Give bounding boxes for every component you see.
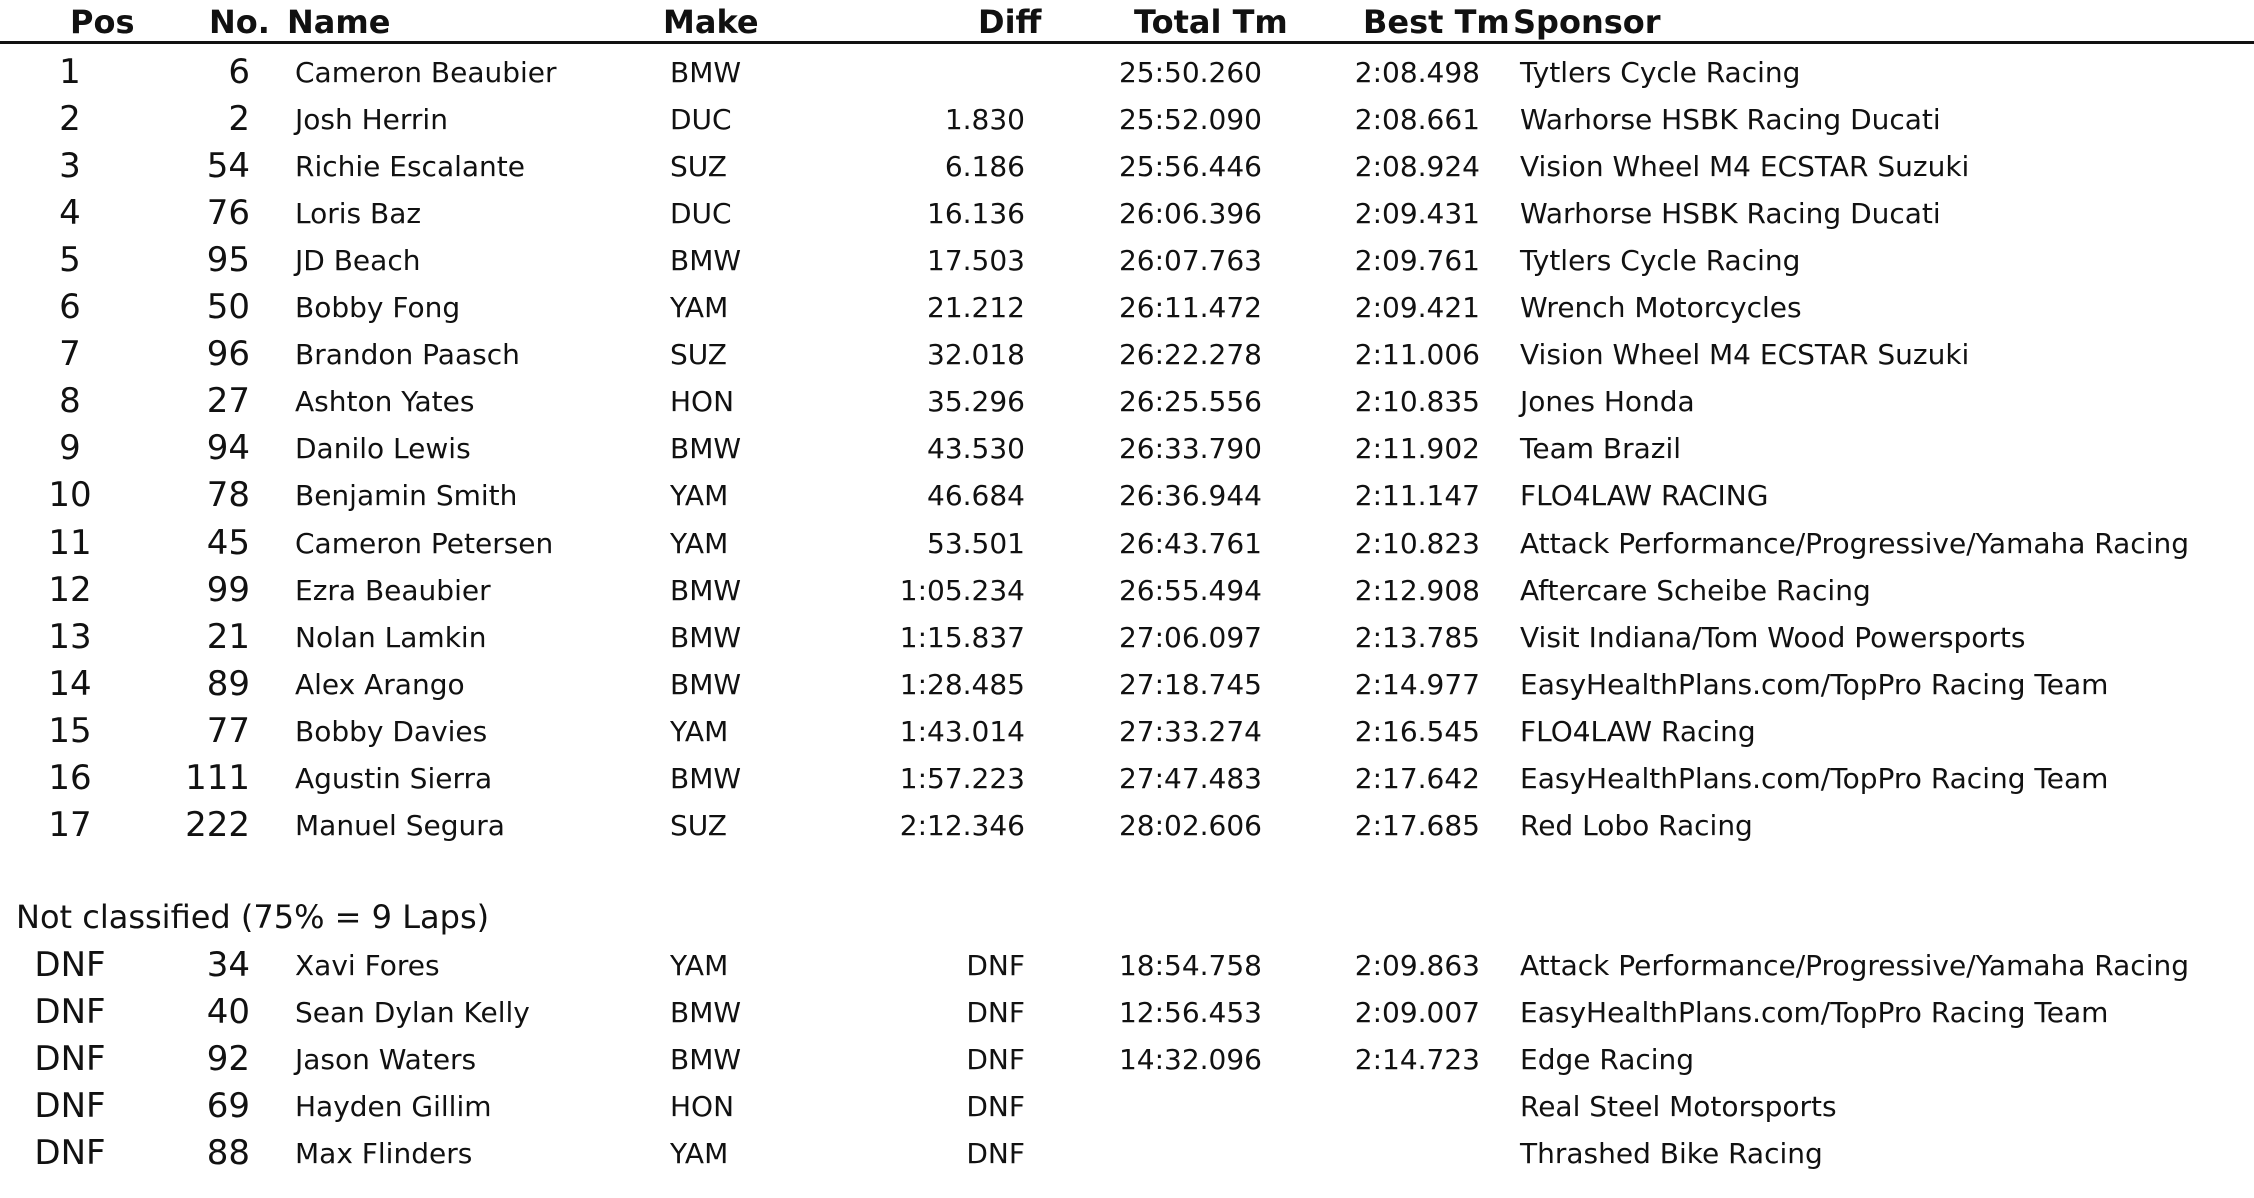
header-name: Name bbox=[287, 3, 391, 41]
cell-diff: 17.503 bbox=[927, 244, 1025, 278]
cell-sponsor: EasyHealthPlans.com/TopPro Racing Team bbox=[1520, 996, 2109, 1030]
cell-make: BMW bbox=[670, 620, 742, 654]
table-row bbox=[0, 472, 2254, 519]
cell-name: Hayden Gillim bbox=[295, 1090, 492, 1124]
cell-total: 25:50.260 bbox=[1118, 56, 1262, 89]
cell-pos: 16 bbox=[48, 757, 92, 798]
cell-sponsor: Attack Performance/Progressive/Yamaha Racing bbox=[1520, 949, 2189, 982]
cell-total: 26:25.556 bbox=[1118, 385, 1262, 419]
cell-pos: 13 bbox=[48, 616, 92, 657]
cell-sponsor: Jones Honda bbox=[1520, 385, 1695, 419]
cell-total: 12:56.453 bbox=[1118, 996, 1262, 1030]
cell-best: 2:12.908 bbox=[1354, 573, 1480, 607]
cell-total: 26:55.494 bbox=[1118, 573, 1262, 607]
cell-best: 2:11.902 bbox=[1354, 432, 1480, 466]
table-row bbox=[0, 989, 2254, 1036]
table-row bbox=[0, 802, 2254, 849]
cell-make: YAM bbox=[670, 1137, 729, 1171]
cell-sponsor: Tytlers Cycle Racing bbox=[1520, 56, 1801, 89]
cell-best: 2:17.685 bbox=[1354, 808, 1480, 842]
header-pos: Pos bbox=[70, 3, 135, 41]
cell-sponsor: EasyHealthPlans.com/TopPro Racing Team bbox=[1520, 667, 2109, 701]
cell-diff: 1.830 bbox=[944, 103, 1025, 137]
cell-no: 222 bbox=[185, 804, 250, 845]
cell-name: Benjamin Smith bbox=[295, 479, 518, 513]
cell-best: 2:10.835 bbox=[1354, 385, 1480, 419]
cell-pos: DNF bbox=[34, 1039, 106, 1080]
cell-make: BMW bbox=[670, 573, 742, 607]
cell-total: 26:33.790 bbox=[1118, 432, 1262, 466]
cell-make: BMW bbox=[670, 667, 742, 701]
cell-name: Xavi Fores bbox=[295, 949, 440, 982]
cell-pos: 10 bbox=[48, 475, 92, 516]
cell-name: Sean Dylan Kelly bbox=[295, 996, 530, 1030]
table-row bbox=[0, 567, 2254, 614]
cell-best: 2:08.498 bbox=[1354, 56, 1480, 89]
cell-pos: 5 bbox=[59, 240, 81, 281]
table-row bbox=[0, 1036, 2254, 1083]
cell-pos: 3 bbox=[59, 146, 81, 187]
cell-best: 2:09.007 bbox=[1354, 996, 1480, 1030]
cell-diff: 1:05.234 bbox=[899, 573, 1025, 607]
cell-best: 2:11.006 bbox=[1354, 338, 1480, 372]
cell-diff: 35.296 bbox=[927, 385, 1025, 419]
cell-best: 2:08.661 bbox=[1354, 103, 1480, 137]
cell-pos: 1 bbox=[59, 52, 81, 92]
cell-sponsor: Attack Performance/Progressive/Yamaha Racing bbox=[1520, 526, 2189, 560]
cell-name: Jason Waters bbox=[295, 1043, 477, 1077]
cell-name: Nolan Lamkin bbox=[295, 620, 487, 654]
table-row bbox=[0, 49, 2254, 96]
table-row bbox=[0, 614, 2254, 661]
cell-no: 94 bbox=[206, 428, 250, 469]
cell-pos: 8 bbox=[59, 381, 81, 422]
cell-name: Cameron Beaubier bbox=[295, 56, 557, 89]
table-row bbox=[0, 708, 2254, 755]
cell-best: 2:14.977 bbox=[1354, 667, 1480, 701]
cell-diff: DNF bbox=[966, 1137, 1025, 1171]
cell-pos: 9 bbox=[59, 428, 81, 469]
cell-diff: 43.530 bbox=[927, 432, 1025, 466]
cell-diff: 32.018 bbox=[927, 338, 1025, 372]
cell-name: Richie Escalante bbox=[295, 150, 526, 184]
cell-diff: 46.684 bbox=[927, 479, 1025, 513]
cell-pos: DNF bbox=[34, 1086, 106, 1127]
cell-make: BMW bbox=[670, 244, 742, 278]
table-row bbox=[0, 237, 2254, 284]
cell-make: HON bbox=[670, 385, 735, 419]
table-row bbox=[0, 425, 2254, 472]
cell-diff: 21.212 bbox=[927, 291, 1025, 325]
cell-no: 2 bbox=[228, 99, 250, 140]
cell-make: SUZ bbox=[670, 150, 727, 184]
cell-make: BMW bbox=[670, 432, 742, 466]
cell-make: BMW bbox=[670, 761, 742, 795]
table-row bbox=[0, 378, 2254, 425]
cell-name: Josh Herrin bbox=[295, 103, 448, 137]
cell-no: 111 bbox=[185, 757, 250, 798]
cell-best: 2:09.761 bbox=[1354, 244, 1480, 278]
cell-no: 40 bbox=[206, 992, 250, 1033]
cell-pos: 15 bbox=[48, 710, 92, 751]
cell-diff: 1:15.837 bbox=[899, 620, 1025, 654]
cell-total: 26:22.278 bbox=[1118, 338, 1262, 372]
cell-no: 99 bbox=[206, 569, 250, 610]
cell-name: JD Beach bbox=[295, 244, 421, 278]
cell-make: BMW bbox=[670, 56, 742, 89]
cell-sponsor: FLO4LAW Racing bbox=[1520, 714, 1756, 748]
cell-no: 76 bbox=[206, 193, 250, 234]
header-make: Make bbox=[663, 3, 759, 41]
table-row bbox=[0, 1083, 2254, 1130]
cell-total: 28:02.606 bbox=[1118, 808, 1262, 842]
cell-no: 69 bbox=[206, 1086, 250, 1127]
cell-name: Bobby Fong bbox=[295, 291, 461, 325]
cell-name: Alex Arango bbox=[295, 667, 465, 701]
cell-best: 2:17.642 bbox=[1354, 761, 1480, 795]
cell-make: BMW bbox=[670, 996, 742, 1030]
cell-no: 27 bbox=[206, 381, 250, 422]
cell-diff: DNF bbox=[966, 1043, 1025, 1077]
cell-make: YAM bbox=[670, 714, 729, 748]
cell-total: 27:33.274 bbox=[1118, 714, 1262, 748]
cell-best: 2:09.431 bbox=[1354, 197, 1480, 231]
cell-pos: 6 bbox=[59, 287, 81, 328]
cell-no: 34 bbox=[206, 945, 250, 985]
cell-no: 95 bbox=[206, 240, 250, 281]
cell-total: 26:11.472 bbox=[1118, 291, 1262, 325]
cell-no: 88 bbox=[206, 1133, 250, 1174]
header-best: Best Tm bbox=[1363, 3, 1510, 41]
cell-name: Brandon Paasch bbox=[295, 338, 520, 372]
cell-best: 2:09.421 bbox=[1354, 291, 1480, 325]
cell-best: 2:16.545 bbox=[1354, 714, 1480, 748]
cell-total: 27:18.745 bbox=[1118, 667, 1262, 701]
cell-no: 21 bbox=[206, 616, 250, 657]
cell-sponsor: FLO4LAW RACING bbox=[1520, 479, 1769, 513]
cell-sponsor: Warhorse HSBK Racing Ducati bbox=[1520, 103, 1941, 137]
cell-total: 27:06.097 bbox=[1118, 620, 1262, 654]
cell-diff: 1:28.485 bbox=[899, 667, 1025, 701]
cell-total: 14:32.096 bbox=[1118, 1043, 1262, 1077]
header-diff: Diff bbox=[978, 3, 1042, 41]
cell-make: BMW bbox=[670, 1043, 742, 1077]
cell-best: 2:08.924 bbox=[1354, 150, 1480, 184]
header-no: No. bbox=[209, 3, 270, 41]
cell-total: 27:47.483 bbox=[1118, 761, 1262, 795]
cell-total: 26:06.396 bbox=[1118, 197, 1262, 231]
cell-name: Cameron Petersen bbox=[295, 526, 554, 560]
cell-make: DUC bbox=[670, 103, 732, 137]
cell-sponsor: Team Brazil bbox=[1520, 432, 1682, 466]
cell-name: Max Flinders bbox=[295, 1137, 473, 1171]
cell-sponsor: Vision Wheel M4 ECSTAR Suzuki bbox=[1520, 338, 1970, 372]
table-row bbox=[0, 520, 2254, 567]
cell-make: YAM bbox=[670, 479, 729, 513]
table-row bbox=[0, 284, 2254, 331]
header-sponsor: Sponsor bbox=[1513, 3, 1661, 41]
cell-best: 2:10.823 bbox=[1354, 526, 1480, 560]
cell-diff: 6.186 bbox=[944, 150, 1025, 184]
cell-make: YAM bbox=[670, 949, 729, 982]
table-row bbox=[0, 190, 2254, 237]
cell-make: YAM bbox=[670, 526, 729, 560]
cell-no: 92 bbox=[206, 1039, 250, 1080]
cell-name: Agustin Sierra bbox=[295, 761, 493, 795]
cell-pos: 11 bbox=[48, 522, 92, 563]
cell-sponsor: Edge Racing bbox=[1520, 1043, 1695, 1077]
cell-sponsor: Tytlers Cycle Racing bbox=[1520, 244, 1801, 278]
cell-make: SUZ bbox=[670, 808, 727, 842]
cell-make: HON bbox=[670, 1090, 735, 1124]
cell-pos: 2 bbox=[59, 99, 81, 140]
cell-sponsor: Warhorse HSBK Racing Ducati bbox=[1520, 197, 1941, 231]
cell-diff: 1:57.223 bbox=[899, 761, 1025, 795]
cell-pos: 17 bbox=[48, 804, 92, 845]
table-row bbox=[0, 96, 2254, 143]
not-classified-title: Not classified (75% = 9 Laps) bbox=[16, 898, 490, 936]
cell-diff: DNF bbox=[966, 949, 1025, 982]
cell-pos: 4 bbox=[59, 193, 81, 234]
header-total: Total Tm bbox=[1134, 3, 1288, 41]
cell-name: Bobby Davies bbox=[295, 714, 488, 748]
cell-no: 45 bbox=[206, 522, 250, 563]
cell-no: 50 bbox=[206, 287, 250, 328]
cell-no: 89 bbox=[206, 663, 250, 704]
cell-diff: 16.136 bbox=[927, 197, 1025, 231]
table-row bbox=[0, 942, 2254, 989]
cell-total: 26:36.944 bbox=[1118, 479, 1262, 513]
cell-pos: DNF bbox=[34, 1133, 106, 1174]
cell-pos: 7 bbox=[59, 334, 81, 375]
cell-total: 25:52.090 bbox=[1118, 103, 1262, 137]
cell-no: 96 bbox=[206, 334, 250, 375]
cell-total: 26:43.761 bbox=[1118, 526, 1262, 560]
cell-pos: DNF bbox=[34, 992, 106, 1033]
cell-total: 18:54.758 bbox=[1118, 949, 1262, 982]
cell-no: 6 bbox=[228, 52, 250, 92]
cell-name: Ezra Beaubier bbox=[295, 573, 491, 607]
cell-diff: 1:43.014 bbox=[899, 714, 1025, 748]
cell-name: Loris Baz bbox=[295, 197, 422, 231]
cell-name: Manuel Segura bbox=[295, 808, 505, 842]
cell-make: SUZ bbox=[670, 338, 727, 372]
table-row bbox=[0, 661, 2254, 708]
table-row bbox=[0, 143, 2254, 190]
cell-pos: 12 bbox=[48, 569, 92, 610]
cell-total: 26:07.763 bbox=[1118, 244, 1262, 278]
cell-pos: 14 bbox=[48, 663, 92, 704]
cell-total: 25:56.446 bbox=[1118, 150, 1262, 184]
cell-sponsor: Wrench Motorcycles bbox=[1520, 291, 1802, 325]
results-header-row bbox=[0, 0, 2254, 44]
cell-sponsor: EasyHealthPlans.com/TopPro Racing Team bbox=[1520, 761, 2109, 795]
cell-diff: DNF bbox=[966, 996, 1025, 1030]
table-row bbox=[0, 755, 2254, 802]
cell-diff: 53.501 bbox=[927, 526, 1025, 560]
table-row bbox=[0, 1130, 2254, 1177]
cell-diff: 2:12.346 bbox=[899, 808, 1025, 842]
cell-make: DUC bbox=[670, 197, 732, 231]
cell-diff: DNF bbox=[966, 1090, 1025, 1124]
cell-best: 2:09.863 bbox=[1354, 949, 1480, 982]
cell-name: Ashton Yates bbox=[295, 385, 475, 419]
cell-make: YAM bbox=[670, 291, 729, 325]
cell-sponsor: Red Lobo Racing bbox=[1520, 808, 1753, 842]
cell-name: Danilo Lewis bbox=[295, 432, 471, 466]
cell-sponsor: Thrashed Bike Racing bbox=[1520, 1137, 1823, 1171]
table-row bbox=[0, 331, 2254, 378]
cell-no: 77 bbox=[206, 710, 250, 751]
cell-best: 2:13.785 bbox=[1354, 620, 1480, 654]
cell-no: 54 bbox=[206, 146, 250, 187]
cell-sponsor: Vision Wheel M4 ECSTAR Suzuki bbox=[1520, 150, 1970, 184]
cell-best: 2:11.147 bbox=[1354, 479, 1480, 513]
cell-no: 78 bbox=[206, 475, 250, 516]
cell-sponsor: Aftercare Scheibe Racing bbox=[1520, 573, 1871, 607]
cell-sponsor: Visit Indiana/Tom Wood Powersports bbox=[1520, 620, 2026, 654]
cell-pos: DNF bbox=[34, 945, 106, 985]
cell-sponsor: Real Steel Motorsports bbox=[1520, 1090, 1837, 1124]
cell-best: 2:14.723 bbox=[1354, 1043, 1480, 1077]
